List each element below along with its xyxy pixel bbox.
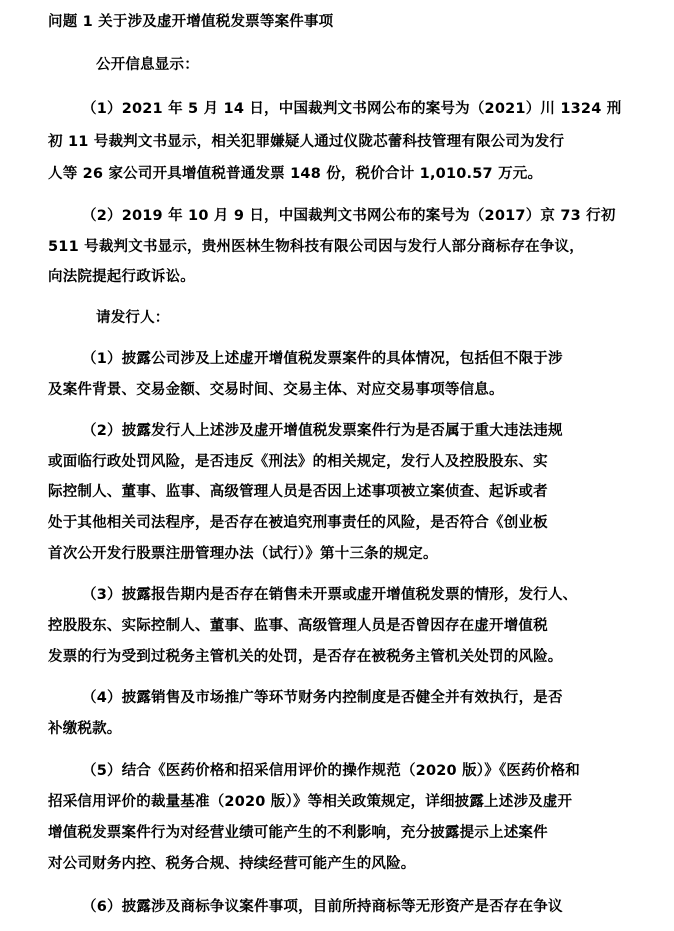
request-5-line-2: 招采信用评价的裁量基准（2020 版）》等相关政策规定，详细披露上述涉及虚开: [48, 794, 573, 810]
request-2-line-3: 际控制人、董事、监事、高级管理人员是否因上述事项被立案侦查、起诉或者: [48, 484, 548, 500]
request-3-line-1: （3）披露报告期内是否存在销售未开票或虚开增值税发票的情形，发行人、: [82, 587, 578, 603]
public-item-1-line-1: （1）2021 年 5 月 14 日，中国裁判文书网公布的案号为（2021）川 1324 刑: [82, 101, 622, 117]
request-6-line-1: （6）披露涉及商标争议案件事项，目前所持商标等无形资产是否存在争议: [82, 899, 563, 915]
public-info-label: 公开信息显示：: [96, 57, 199, 73]
public-item-2-line-2: 511 号裁判文书显示，贵州医林生物科技有限公司因与发行人部分商标存在争议，: [48, 239, 584, 255]
request-5-line-4: 对公司财务内控、税务合规、持续经营可能产生的风险。: [48, 856, 416, 872]
public-item-1-line-3: 人等 26 家公司开具增值税普通发票 148 份，税价合计 1,010.57 万元。: [48, 166, 543, 182]
request-5-line-1: （5）结合《医药价格和招采信用评价的操作规范（2020 版）》《医药价格和: [82, 763, 580, 779]
request-label: 请发行人：: [96, 310, 170, 326]
request-2-line-1: （2）披露发行人上述涉及虚开增值税发票案件行为是否属于重大违法违规: [82, 423, 563, 439]
public-item-2-line-3: 向法院提起行政诉讼。: [48, 269, 195, 285]
request-2-line-2: 或面临行政处罚风险，是否违反《刑法》的相关规定，发行人及控股股东、实: [48, 454, 548, 470]
request-3-line-3: 发票的行为受到过税务主管机关的处罚，是否存在被税务主管机关处罚的风险。: [48, 649, 563, 665]
question-heading: 问题 1 关于涉及虚开增值税发票等案件事项: [48, 14, 334, 30]
request-4-line-1: （4）披露销售及市场推广等环节财务内控制度是否健全并有效执行，是否: [82, 690, 563, 706]
request-4-line-2: 补缴税款。: [48, 721, 122, 737]
request-3-line-2: 控股股东、实际控制人、董事、监事、高级管理人员是否曾因存在虚开增值税: [48, 618, 548, 634]
request-2-line-4: 处于其他相关司法程序，是否存在被追究刑事责任的风险，是否符合《创业板: [48, 515, 548, 531]
public-item-1-line-2: 初 11 号裁判文书显示，相关犯罪嫌疑人通过仪陇芯蕾科技管理有限公司为发行: [48, 134, 565, 150]
request-1-line-1: （1）披露公司涉及上述虚开增值税发票案件的具体情况，包括但不限于涉: [82, 351, 563, 367]
request-2-line-5: 首次公开发行股票注册管理办法（试行）》第十三条的规定。: [48, 546, 438, 562]
request-5-line-3: 增值税发票案件行为对经营业绩可能产生的不利影响，充分披露提示上述案件: [48, 825, 548, 841]
public-item-2-line-1: （2）2019 年 10 月 9 日，中国裁判文书网公布的案号为（2017）京 73 行初: [82, 208, 616, 224]
request-1-line-2: 及案件背景、交易金额、交易时间、交易主体、对应交易事项等信息。: [48, 382, 504, 398]
